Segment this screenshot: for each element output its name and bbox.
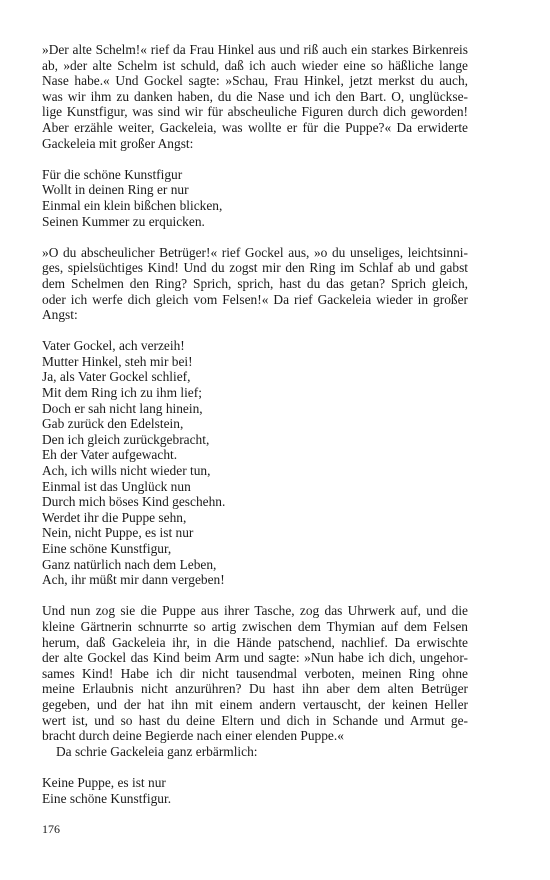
text-line: Gackeleia mit großer Angst: xyxy=(42,135,194,151)
text-line: dem Schelmen den Ring? Sprich, sprich, hast du das getan? Sprich gleich, xyxy=(42,275,468,291)
verse-line: Doch er sah nicht lang hinein, xyxy=(42,400,203,416)
text-line: wert ist, und so hast du deine Eltern und dich in Schande und Armut ge- xyxy=(42,712,468,728)
verse-line: Einmal ein klein bißchen blicken, xyxy=(42,197,223,213)
text-line: lige Kunstfigur, was sind wir für abscheuliche Figuren durch dich geworden! xyxy=(42,104,468,120)
verse-2 xyxy=(42,338,468,588)
verse-line: Ach, ihr müßt mir dann vergeben! xyxy=(42,572,225,588)
text-line: herum, daß Gackeleia ihr, in die Hände patschend, nachlief. Da erwischte xyxy=(42,634,468,650)
verse-line: Mit dem Ring ich zu ihm lief; xyxy=(42,385,202,401)
verse-line: Ganz natürlich nach dem Leben, xyxy=(42,556,217,572)
text-line: ab, »der alte Schelm ist schuld, daß ich auch wieder eine so häßliche lange xyxy=(42,57,468,73)
paragraph-1 xyxy=(42,42,468,151)
verse-line: Keine Puppe, es ist nur xyxy=(42,774,166,790)
verse-line: Einmal ist das Unglück nun xyxy=(42,478,191,494)
verse-line: Ach, ich wills nicht wieder tun, xyxy=(42,463,211,479)
text-line: oder ich werfe dich gleich vom Felsen!« Da rief Gackeleia wieder in großer xyxy=(42,291,468,307)
verse-line: Mutter Hinkel, steh mir bei! xyxy=(42,353,193,369)
text-line: bracht durch deine Begierde nach einer elenden Puppe.« xyxy=(42,728,344,744)
paragraph-2 xyxy=(42,245,468,323)
verse-line: Vater Gockel, ach verzeih! xyxy=(42,338,185,354)
book-page xyxy=(42,42,468,806)
text-line: Nase habe.« Und Gockel sagte: »Schau, Frau Hinkel, jetzt merkst du auch, xyxy=(42,73,468,89)
verse-line: Eine schöne Kunstfigur. xyxy=(42,790,172,806)
text-line: Und nun zog sie die Puppe aus ihrer Tasche, zog das Uhrwerk auf, und die xyxy=(42,603,468,619)
verse-line: Wollt in deinen Ring er nur xyxy=(42,182,189,198)
verse-line: Seinen Kummer zu erquicken. xyxy=(42,213,205,229)
text-line: kleine Gärtnerin schnurrte so artig zwischen dem Thymian auf dem Felsen xyxy=(42,618,468,634)
verse-line: Eh der Vater aufgewacht. xyxy=(42,447,178,463)
verse-line: Werdet ihr die Puppe sehn, xyxy=(42,509,187,525)
verse-line: Nein, nicht Puppe, es ist nur xyxy=(42,525,194,541)
text-line: meine Erlaubnis nicht anzurühren? Du hast ihn aber dem alten Betrüger xyxy=(42,681,468,697)
text-line: Angst: xyxy=(42,307,78,323)
text-line: gegeben, und der hat ihn mit einem andern vertauscht, der keinen Heller xyxy=(42,696,468,712)
paragraph-4 xyxy=(42,744,468,760)
text-line: ges, spielsüchtiges Kind! Und du zogst mir den Ring im Schlaf ab und gabst xyxy=(42,260,468,276)
verse-line: Durch mich böses Kind geschehn. xyxy=(42,494,226,510)
verse-line: Den ich gleich zurückgebracht, xyxy=(42,431,210,447)
verse-1 xyxy=(42,167,468,229)
verse-3 xyxy=(42,775,468,806)
verse-line: Gab zurück den Edelstein, xyxy=(42,416,184,432)
paragraph-3 xyxy=(42,603,468,743)
page-number: 176 xyxy=(42,822,60,836)
verse-line: Eine schöne Kunstfigur, xyxy=(42,541,172,556)
text-line: »O du abscheulicher Betrüger!« rief Gockel aus, »o du unseliges, leichtsinni- xyxy=(42,244,468,260)
text-line: Da schrie Gackeleia ganz erbärmlich: xyxy=(56,743,258,759)
text-line: der alte Gockel das Kind beim Arm und sagte: »Nun habe ich dich, ungehor- xyxy=(42,650,468,666)
verse-line: Ja, als Vater Gockel schlief, xyxy=(42,369,191,385)
text-line: »Der alte Schelm!« rief da Frau Hinkel aus und riß auch ein starkes Birkenreis xyxy=(42,42,468,57)
text-line: Aber erzähle weiter, Gackeleia, was wollte er für die Puppe?« Da erwiderte xyxy=(42,119,468,135)
text-line: was wir ihm zu danken haben, du die Nase und ich den Bart. O, unglückse- xyxy=(42,88,468,104)
verse-line: Für die schöne Kunstfigur xyxy=(42,166,183,182)
text-line: sames Kind! Habe ich dir nicht tausendmal verboten, meinen Ring ohne xyxy=(42,665,468,681)
